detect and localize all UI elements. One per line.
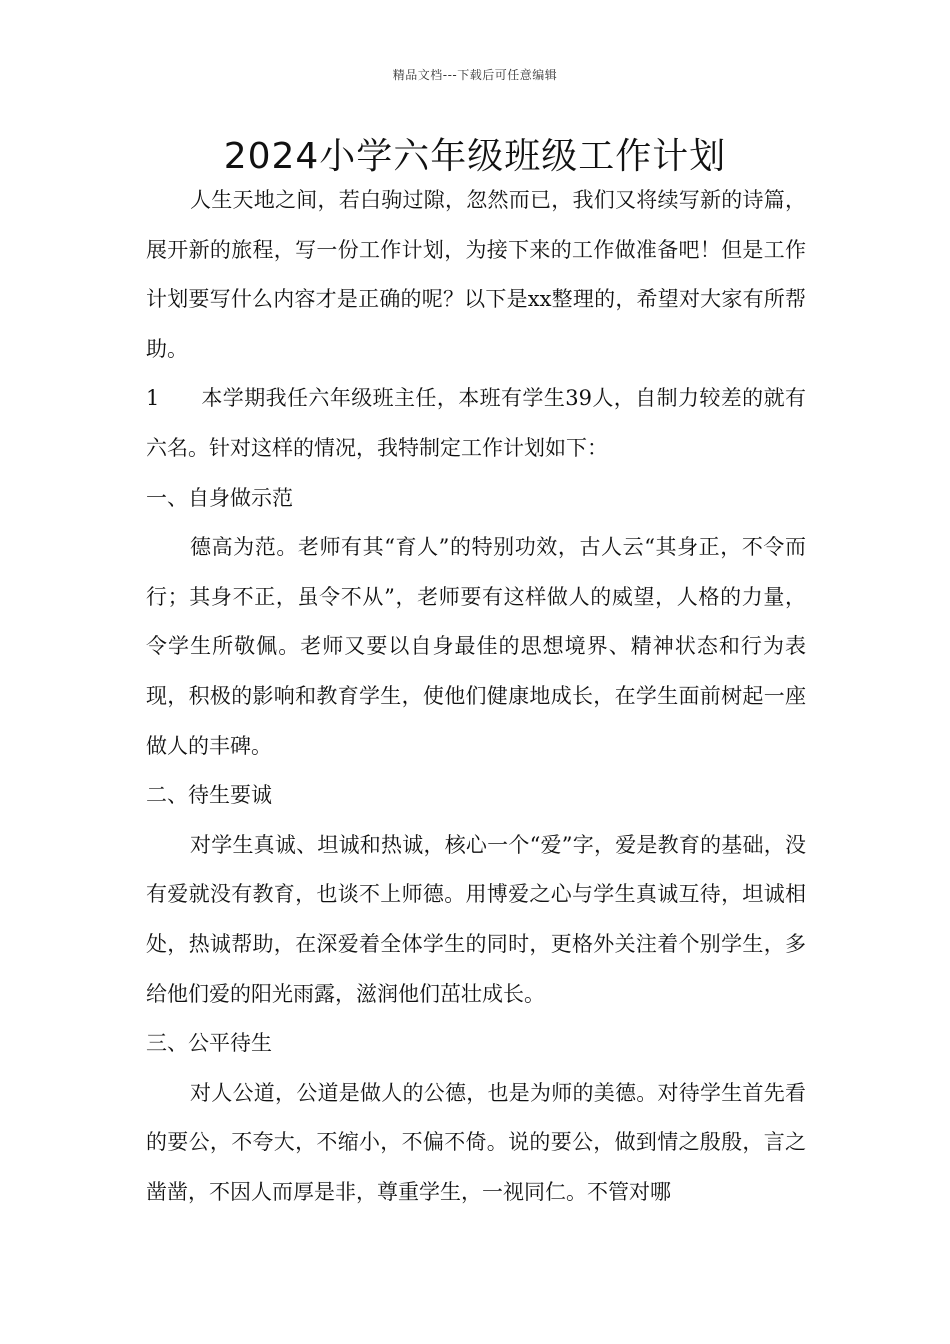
document-body — [146, 176, 806, 1217]
header-note: 精品文档---下载后可任意编辑 — [392, 68, 558, 82]
section-heading-3: 三、公平待生 — [146, 1031, 272, 1056]
section-paragraph-1: 德高为范。老师有其“育人”的特别功效，古人云“其身正，不令而行；其身不正，虽令不从”，老师要有这样做人的威望，人格的力量，令学生所敬佩。老师又要以自身最佳的思想境界、精神状态和行为表现，积极的影响和教育学生，使他们健康地成长，在学生面前树起一座做人的丰碑。 — [146, 535, 806, 758]
item-text: 本学期我任六年级班主任，本班有学生39人，自制力较差的就有六名。针对这样的情况，我特制定工作计划如下： — [146, 386, 806, 460]
numbered-paragraph — [146, 374, 806, 473]
document-title: 2024小学六年级班级工作计划 — [223, 136, 727, 177]
intro-paragraph: 人生天地之间，若白驹过隙，忽然而已，我们又将续写新的诗篇，展开新的旅程，写一份工作计划，为接下来的工作做准备吧！但是工作计划要写什么内容才是正确的呢？以下是xx整理的，希望对大家有所帮助。 — [146, 188, 806, 361]
item-number: 1 — [146, 386, 160, 411]
section-paragraph-2: 对学生真诚、坦诚和热诚，核心一个“爱”字，爱是教育的基础，没有爱就没有教育，也谈不上师德。用博爱之心与学生真诚互待，坦诚相处，热诚帮助，在深爱着全体学生的同时，更格外关注着个别学生，多给他们爱的阳光雨露，滋润他们茁壮成长。 — [146, 832, 806, 1006]
section-heading-1: 一、自身做示范 — [146, 485, 293, 510]
section-heading-2: 二、待生要诚 — [146, 783, 272, 808]
section-paragraph-3: 对人公道，公道是做人的公德，也是为师的美德。对待学生首先看的要公，不夸大，不缩小，不偏不倚。说的要公，做到情之殷殷，言之凿凿，不因人而厚是非，尊重学生，一视同仁。不管对哪 — [146, 1080, 806, 1204]
